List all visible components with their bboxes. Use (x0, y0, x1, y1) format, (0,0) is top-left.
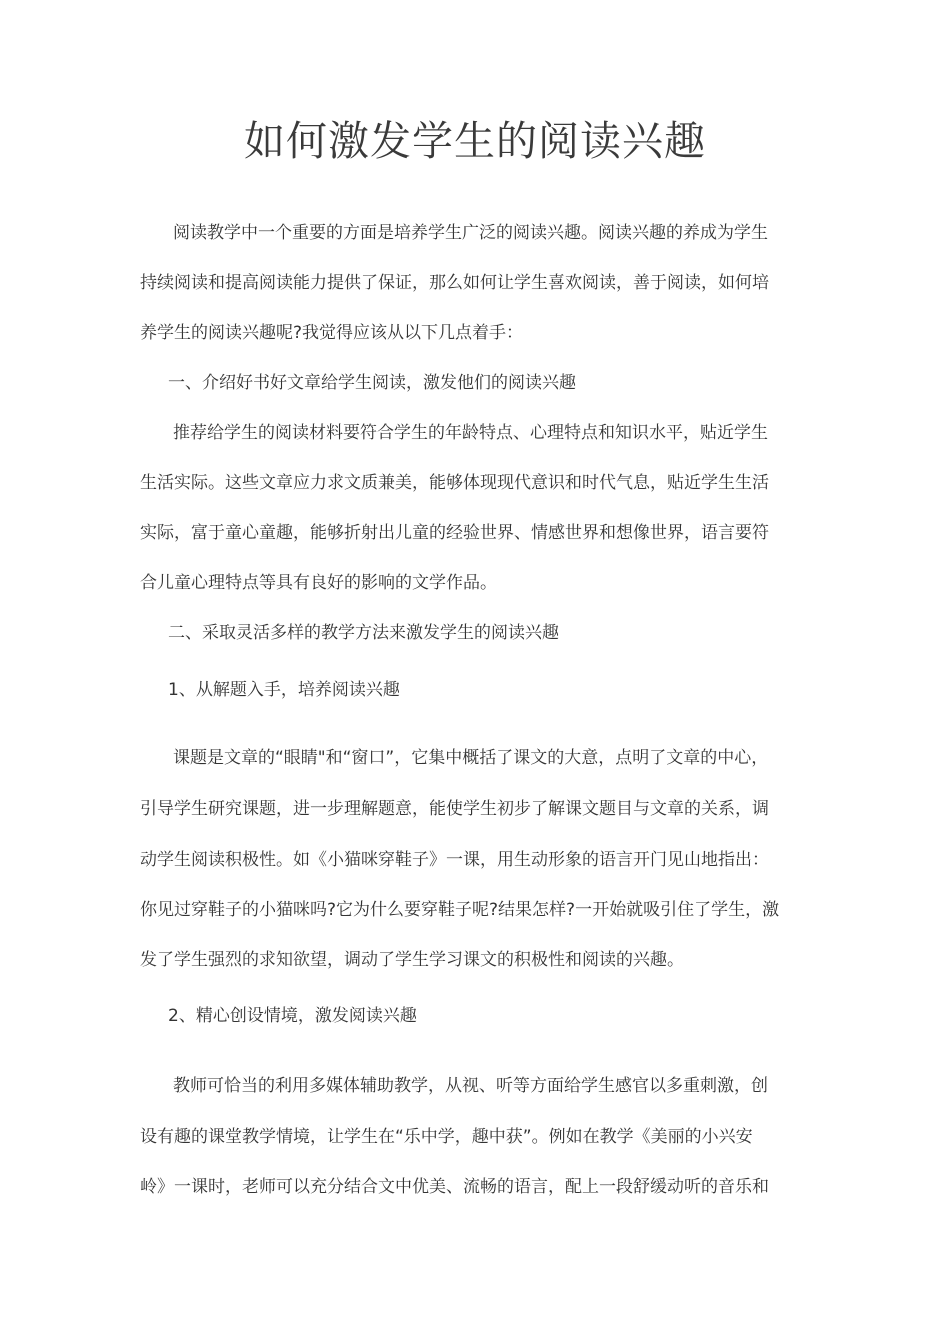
document-title: 如何激发学生的阅读兴趣 (244, 117, 706, 165)
paragraph-line: 推荐给学生的阅读材料要符合学生的年龄特点、心理特点和知识水平，贴近学生 (173, 423, 768, 443)
paragraph-line: 合儿童心理特点等具有良好的影响的文学作品。 (140, 573, 497, 593)
paragraph-line: 持续阅读和提高阅读能力提供了保证，那么如何让学生喜欢阅读，善于阅读，如何培 (140, 273, 769, 293)
subsection-heading: 2、精心创设情境，激发阅读兴趣 (168, 1006, 417, 1026)
section-heading: 一、介绍好书好文章给学生阅读，激发他们的阅读兴趣 (168, 373, 576, 393)
paragraph-line: 引导学生研究课题，进一步理解题意，能使学生初步了解课文题目与文章的关系，调 (140, 799, 769, 819)
paragraph-line: 课题是文章的“眼睛"和“窗口”，它集中概括了课文的大意，点明了文章的中心， (173, 748, 769, 768)
paragraph-line: 教师可恰当的利用多媒体辅助教学，从视、听等方面给学生感官以多重刺激，创 (173, 1076, 768, 1096)
paragraph-line: 阅读教学中一个重要的方面是培养学生广泛的阅读兴趣。阅读兴趣的养成为学生 (173, 223, 768, 243)
paragraph-line: 发了学生强烈的求知欲望，调动了学生学习课文的积极性和阅读的兴趣。 (140, 950, 684, 970)
paragraph-line: 养学生的阅读兴趣呢?我觉得应该从以下几点着手： (140, 323, 524, 343)
section-heading: 二、采取灵活多样的教学方法来激发学生的阅读兴趣 (168, 623, 559, 643)
paragraph-line: 设有趣的课堂教学情境，让学生在“乐中学，趣中获”。例如在教学《美丽的小兴安 (140, 1127, 753, 1147)
paragraph-line: 动学生阅读积极性。如《小猫咪穿鞋子》一课，用生动形象的语言开门见山地指出： (140, 850, 769, 870)
paragraph-line: 实际，富于童心童趣，能够折射出儿童的经验世界、情感世界和想像世界，语言要符 (140, 523, 769, 543)
subsection-heading: 1、从解题入手，培养阅读兴趣 (168, 680, 400, 700)
paragraph-line: 生活实际。这些文章应力求文质兼美，能够体现现代意识和时代气息，贴近学生生活 (140, 473, 769, 493)
paragraph-line: 你见过穿鞋子的小猫咪吗?它为什么要穿鞋子呢?结果怎样?一开始就吸引住了学生，激 (140, 900, 780, 920)
paragraph-line: 岭》一课时，老师可以充分结合文中优美、流畅的语言，配上一段舒缓动听的音乐和 (140, 1177, 769, 1197)
